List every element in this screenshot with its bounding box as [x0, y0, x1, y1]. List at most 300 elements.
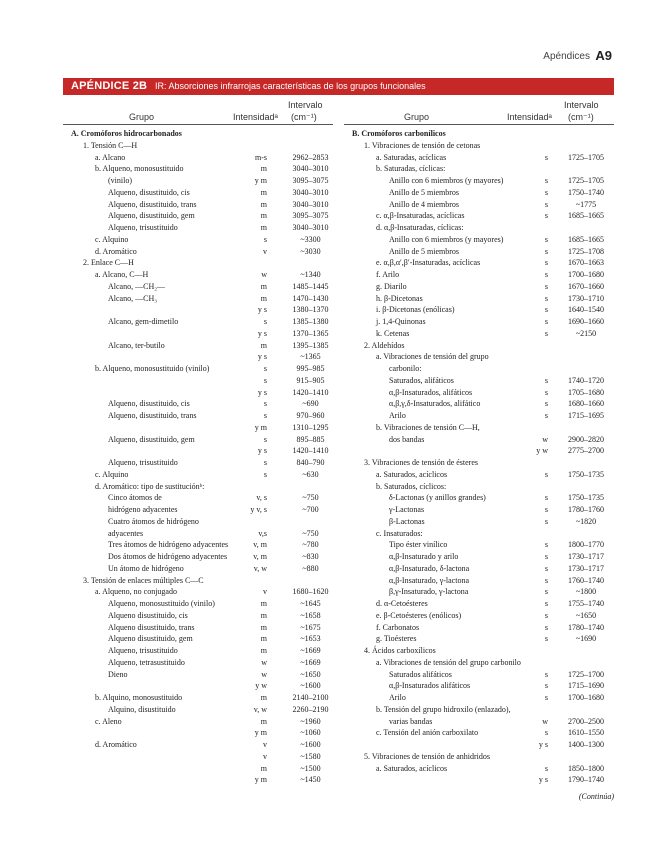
table-row: [352, 727, 614, 739]
group-cell: k. Cetenas: [376, 328, 410, 338]
intensity-header: Intensidadᵃ: [233, 112, 278, 122]
intensity-cell: m: [260, 223, 267, 232]
group-cell: Anillo con 6 miembros (y mayores): [389, 234, 504, 244]
intensity-cell: s: [544, 493, 548, 503]
intensity-cell: m: [260, 716, 267, 726]
intensity-cell: s: [544, 610, 548, 620]
interval-cell: ~3030: [300, 246, 321, 256]
intensity-cell: m: [260, 164, 267, 174]
group-cell: 2. Aldehídos: [364, 340, 405, 350]
table-row: [71, 410, 333, 422]
table-row: [71, 575, 333, 587]
group-cell: a. Alqueno, no conjugado: [95, 587, 177, 597]
group-cell: Alqueno, tetrasustituido: [108, 657, 185, 667]
table-row: [352, 645, 614, 657]
intensity-cell: y v, s: [250, 505, 267, 514]
interval-cell: ~1669: [300, 646, 321, 655]
group-cell: b. Saturadas, cíclicas:: [376, 164, 446, 174]
interval-cell: 1740–1720: [568, 375, 604, 385]
table-row: [71, 257, 333, 269]
table-row: [71, 669, 333, 681]
interval-cell: 1725–1705: [568, 176, 604, 185]
table-row: [352, 445, 614, 457]
group-cell: γ-Lactonas: [389, 505, 425, 514]
group-cell: 1. Tensión C—H: [83, 140, 138, 150]
intensity-cell: m: [260, 599, 267, 608]
group-cell: a. Alcano: [95, 152, 126, 162]
group-cell: hidrógeno adyacentes: [108, 505, 178, 514]
interval-cell: 1790–1740: [568, 775, 604, 785]
group-cell: Tipo éster vinílico: [389, 540, 448, 550]
section-title: Apéndices: [543, 51, 590, 62]
intensity-cell: s: [544, 293, 548, 303]
table-row: [352, 657, 614, 669]
group-cell: A. Cromóforos hidrocarbonados: [71, 129, 182, 138]
table-row: [352, 175, 614, 187]
group-cell: a. Saturados, acíclicos: [376, 469, 448, 479]
table-row: [71, 563, 333, 575]
group-cell: Dieno: [108, 669, 128, 679]
intensity-cell: s: [544, 199, 548, 209]
table-row: [71, 128, 333, 140]
intensity-cell: y m: [254, 176, 267, 185]
group-cell: Saturados alifáticos: [389, 669, 452, 679]
intensity-cell: y s: [257, 305, 267, 315]
table-row: [352, 210, 614, 222]
table-row: [352, 128, 614, 140]
group-cell: b. Tensión del grupo hidroxilo (enlazado),: [376, 704, 511, 714]
table-row: [71, 516, 333, 528]
group-cell: a. Alcano, C—H: [95, 270, 149, 279]
table-row: [71, 727, 333, 739]
table-row: [352, 633, 614, 645]
group-cell: β-Lactonas: [389, 516, 425, 526]
group-cell: i. β-Dicetonas (enólicas): [376, 305, 455, 315]
intensity-cell: s: [544, 281, 548, 291]
table-row: [352, 774, 614, 786]
interval-cell: 1700–1680: [568, 693, 604, 702]
intensity-cell: s: [263, 317, 267, 326]
interval-cell: 3040–3010: [292, 164, 329, 174]
table-row: [352, 575, 614, 587]
group-cell: Alqueno disustituido, gem: [108, 634, 193, 644]
intensity-cell: y s: [257, 328, 267, 338]
interval-cell: 1725–1700: [568, 669, 604, 679]
interval-cell: ~880: [302, 563, 319, 573]
intensity-cell: w: [542, 434, 548, 444]
group-cell: Arilo: [389, 693, 406, 702]
table-row: [71, 551, 333, 563]
interval-cell: 1680–1620: [292, 587, 329, 597]
intensity-cell: w: [542, 716, 548, 726]
interval-cell: 1725–1708: [568, 246, 604, 256]
group-cell: Alqueno, disustituido, trans: [108, 199, 197, 209]
intensity-cell: s: [544, 328, 548, 338]
interval-cell: 1310–1295: [292, 422, 329, 432]
group-header: Grupo: [129, 112, 155, 122]
interval-cell: 3095–3075: [292, 211, 329, 221]
intensity-cell: s: [544, 187, 548, 197]
table-row: [71, 293, 333, 305]
table-row: [352, 281, 614, 293]
table-row: [71, 304, 333, 316]
interval-cell: 2140–2100: [292, 693, 329, 702]
intensity-cell: m: [260, 199, 267, 209]
intensity-cell: y m: [254, 728, 267, 738]
table-row: [352, 304, 614, 316]
table-row: [352, 516, 614, 528]
interval-cell: 1750–1735: [568, 493, 604, 503]
interval-cell: 1370–1365: [292, 328, 329, 338]
interval-cell: ~1658: [300, 610, 321, 620]
table-row: [71, 434, 333, 446]
table-row: [352, 293, 614, 305]
intensity-cell: s: [263, 364, 267, 373]
intensity-cell: y m: [254, 422, 267, 432]
group-cell: 1. Vibraciones de tensión de cetonas: [364, 140, 481, 150]
table-row: [352, 763, 614, 775]
table-row: [352, 469, 614, 481]
appendix-banner: [63, 78, 614, 95]
group-cell: dos bandas: [389, 434, 425, 444]
intensity-cell: s: [544, 587, 548, 597]
interval-cell: 1730–1717: [568, 552, 604, 561]
intensity-cell: m: [260, 634, 267, 644]
table-row: [352, 692, 614, 704]
interval-cell: 1750–1735: [568, 469, 604, 479]
interval-cell: ~750: [302, 493, 319, 503]
table-row: [71, 328, 333, 340]
interval-cell: ~630: [302, 469, 319, 479]
intensity-cell: s: [544, 575, 548, 585]
intensity-cell: s: [544, 505, 548, 514]
intensity-cell: y s: [538, 740, 548, 749]
intensity-cell: s: [544, 399, 548, 409]
table-row: [71, 751, 333, 763]
group-cell: carbonilo:: [389, 364, 422, 373]
interval-cell: 1610–1550: [568, 728, 604, 738]
table-row: [71, 163, 333, 175]
group-cell: a. Saturados, acíclicos: [376, 763, 448, 773]
interval-cell: ~1675: [300, 622, 321, 632]
table-row: [71, 457, 333, 469]
group-cell: Alqueno disustituido, cis: [108, 610, 188, 620]
table-row: [71, 269, 333, 281]
table-row: [71, 316, 333, 328]
intensity-cell: y s: [257, 387, 267, 397]
table-row: [352, 257, 614, 269]
intensity-cell: s: [544, 599, 548, 608]
interval-cell: 1420–1410: [292, 387, 329, 397]
interval-cell: 1780–1740: [568, 622, 604, 632]
table-row: [352, 363, 614, 375]
intensity-cell: s: [544, 681, 548, 691]
table-row: [71, 481, 333, 493]
table-row: [352, 481, 614, 493]
group-cell: 3. Vibraciones de tensión de ésteres: [364, 458, 479, 467]
group-cell: Alcano, —CH₂—: [108, 281, 166, 291]
intensity-cell: m: [260, 293, 267, 303]
interval-cell: ~1960: [300, 716, 321, 726]
interval-cell: 1400–1300: [568, 740, 604, 749]
table-row: [352, 457, 614, 469]
interval-cell: ~1340: [300, 270, 321, 279]
group-cell: f. Arilo: [376, 270, 400, 279]
group-cell: varias bandas: [389, 716, 433, 726]
interval-cell: 1730–1710: [568, 293, 604, 303]
intensity-cell: y m: [254, 775, 267, 785]
intensity-cell: s: [544, 375, 548, 385]
interval-cell: 915–905: [296, 375, 325, 385]
table-row: [71, 598, 333, 610]
intensity-cell: y w: [255, 681, 267, 691]
group-cell: Alqueno, trisustituido: [108, 458, 178, 467]
table-row: [71, 504, 333, 516]
group-cell: α,β-Insaturados, alifáticos: [389, 387, 473, 397]
group-cell: c. Alquino: [95, 234, 129, 244]
intensity-cell: v: [263, 740, 267, 749]
intensity-cell: s: [544, 634, 548, 644]
continued-note: (Continúa): [578, 792, 614, 801]
interval-cell: ~1645: [300, 599, 321, 608]
table-row: [352, 504, 614, 516]
intensity-cell: s: [544, 387, 548, 397]
intensity-cell: s: [544, 728, 548, 738]
interval-cell: ~1060: [300, 728, 321, 738]
table-row: [71, 633, 333, 645]
intensity-cell: v, s: [256, 493, 267, 503]
intensity-cell: m: [260, 211, 267, 221]
table-row: [352, 622, 614, 634]
table-row: [352, 269, 614, 281]
group-cell: Un átomo de hidrógeno: [108, 563, 184, 573]
interval-cell: 1670–1660: [568, 281, 604, 291]
table-row: [71, 774, 333, 786]
interval-cell: 2900–2820: [568, 434, 604, 444]
group-cell: e. β-Cetoésteres (enólicos): [376, 610, 462, 620]
group-cell: d. α,β-Insaturadas, cíclicas:: [376, 223, 464, 232]
intensity-cell: m: [260, 187, 267, 197]
interval-cell: 1715–1695: [568, 411, 604, 420]
intensity-cell: v: [263, 751, 267, 761]
interval-cell: ~1690: [575, 634, 597, 644]
interval-cell: ~1669: [300, 657, 321, 667]
table-row: [71, 363, 333, 375]
right-column-header: [344, 98, 614, 125]
interval-cell: ~1600: [300, 681, 321, 691]
interval-cell: 3040–3010: [292, 187, 329, 197]
group-cell: Arilo: [389, 411, 406, 420]
interval-unit-header: (cm⁻¹): [291, 112, 317, 122]
interval-cell: ~1650: [575, 610, 597, 620]
intensity-cell: v: [263, 246, 267, 256]
table-row: [71, 622, 333, 634]
group-cell: d. α-Cetoésteres: [376, 599, 428, 608]
table-row: [352, 669, 614, 681]
table-row: [352, 739, 614, 751]
table-row: [352, 410, 614, 422]
interval-cell: 970–960: [296, 411, 325, 420]
interval-cell: 1685–1665: [568, 234, 604, 244]
interval-cell: 1760–1740: [568, 575, 604, 585]
intensity-cell: s: [263, 411, 267, 420]
intensity-cell: s: [544, 552, 548, 561]
intensity-cell: s: [544, 516, 548, 526]
table-row: [71, 422, 333, 434]
interval-cell: ~1450: [300, 775, 321, 785]
intensity-cell: s: [544, 540, 548, 550]
page-header: [0, 48, 666, 68]
interval-cell: 1690–1660: [568, 317, 604, 326]
table-row: [352, 398, 614, 410]
intensity-cell: y s: [257, 352, 267, 362]
intensity-cell: m: [260, 763, 267, 773]
interval-cell: 1640–1540: [568, 305, 604, 315]
interval-cell: 1380–1370: [292, 305, 329, 315]
group-cell: a. Saturadas, acíclicas: [376, 152, 447, 162]
intensity-cell: s: [544, 669, 548, 679]
interval-cell: 1715–1690: [568, 681, 604, 691]
table-row: [352, 351, 614, 363]
interval-cell: 2962–2853: [292, 152, 329, 162]
right-column: [352, 128, 614, 786]
group-cell: β,γ-Insaturado, γ-lactona: [389, 587, 469, 597]
interval-cell: 3040–3010: [292, 223, 329, 232]
group-cell: α,β,γ,δ-Insaturados, alifático: [389, 399, 481, 409]
interval-cell: ~1653: [300, 634, 321, 644]
group-cell: Alqueno, disustituido, gem: [108, 434, 195, 444]
interval-cell: 1780–1760: [568, 505, 604, 514]
group-cell: Alqueno, disustituido, cis: [108, 187, 190, 197]
table-row: [352, 492, 614, 504]
interval-cell: ~1500: [300, 763, 321, 773]
intensity-cell: m: [260, 340, 267, 350]
table-row: [352, 316, 614, 328]
intensity-cell: s: [544, 693, 548, 702]
intensity-cell: s: [544, 211, 548, 221]
group-cell: α,β-Insaturados alifáticos: [389, 681, 471, 691]
table-row: [71, 199, 333, 211]
group-cell: j. 1,4-Quinonas: [376, 317, 426, 326]
group-cell: Alqueno, trisustituido: [108, 646, 178, 655]
table-row: [352, 246, 614, 258]
intensity-cell: y s: [257, 446, 267, 456]
table-row: [352, 716, 614, 728]
interval-cell: 1420–1410: [292, 446, 329, 456]
group-cell: Anillo de 5 miembros: [389, 246, 459, 256]
group-cell: f. Carbonatos: [376, 622, 420, 632]
intensity-cell: s: [263, 434, 267, 444]
intensity-cell: s: [544, 176, 548, 185]
group-cell: 5. Vibraciones de tensión de anhidridos: [364, 751, 491, 761]
intensity-cell: s: [544, 622, 548, 632]
interval-cell: ~750: [302, 528, 319, 538]
intensity-cell: w: [261, 669, 267, 679]
table-row: [352, 199, 614, 211]
interval-cell: 1730–1717: [568, 563, 604, 573]
interval-cell: 3095–3075: [292, 176, 329, 185]
intensity-cell: s: [544, 317, 548, 326]
interval-cell: ~1800: [575, 587, 597, 597]
interval-cell: 1680–1660: [568, 399, 604, 409]
interval-cell: 1850–1800: [568, 763, 604, 773]
group-cell: Cinco átomos de: [108, 493, 162, 503]
table-row: [71, 716, 333, 728]
interval-cell: ~1600: [300, 740, 321, 749]
group-cell: c. Aleno: [95, 716, 122, 726]
group-cell: b. Vibraciones de tensión C—H,: [376, 422, 480, 432]
table-row: [71, 175, 333, 187]
table-row: [352, 704, 614, 716]
intensity-cell: s: [544, 563, 548, 573]
interval-cell: ~1775: [575, 199, 597, 209]
intensity-header: Intensidadᵃ: [507, 112, 552, 122]
group-cell: d. Aromático: tipo de sustituciónᵇ:: [95, 481, 205, 491]
group-cell: c. Insaturados:: [376, 528, 423, 538]
group-header: Grupo: [404, 112, 430, 122]
appendix-number: APÉNDICE 2B: [71, 80, 148, 92]
table-row: [352, 152, 614, 164]
interval-cell: ~690: [302, 399, 319, 409]
group-cell: b. Alquino, monosustituido: [95, 693, 183, 702]
table-row: [352, 234, 614, 246]
interval-cell: 2260–2190: [292, 704, 329, 714]
group-cell: Alqueno, trisustituido: [108, 223, 178, 232]
appendix-title: IR: Absorciones infrarrojas características de los grupos funcionales: [155, 81, 426, 91]
intensity-cell: m: [260, 622, 267, 632]
group-cell: c. Alquino: [95, 469, 129, 479]
table-row: [71, 222, 333, 234]
intensity-cell: s: [263, 469, 267, 479]
intensity-cell: s: [544, 152, 548, 162]
group-cell: α,β-Insaturado, γ-lactona: [389, 575, 469, 585]
table-row: [352, 751, 614, 763]
group-cell: Saturados, alifáticos: [389, 375, 454, 385]
table-row: [71, 645, 333, 657]
group-cell: Alcano, —CH₃: [108, 293, 158, 303]
group-cell: g. Tioésteres: [376, 634, 417, 644]
interval-cell: 895–885: [296, 434, 325, 444]
interval-cell: ~1580: [300, 751, 321, 761]
interval-cell: 1395–1385: [292, 340, 329, 350]
table-row: [352, 387, 614, 399]
table-row: [352, 187, 614, 199]
group-cell: adyacentes: [108, 528, 144, 538]
group-cell: α,β-Insaturado y arilo: [389, 552, 459, 561]
group-cell: 4. Ácidos carboxílicos: [364, 646, 436, 655]
table-row: [71, 528, 333, 540]
group-cell: Alcano, gem-dimetilo: [108, 317, 179, 326]
group-cell: Alqueno, disustituido, trans: [108, 411, 197, 420]
interval-cell: 1485–1445: [292, 281, 329, 291]
intensity-cell: w: [261, 657, 267, 667]
intensity-cell: m-s: [255, 152, 267, 162]
intensity-cell: v, m: [253, 540, 267, 550]
page-number: A9: [595, 48, 612, 63]
group-cell: Anillo de 4 miembros: [389, 199, 459, 209]
group-cell: B. Cromóforos carbonílicos: [352, 129, 446, 138]
group-cell: b. Alqueno, monosustituido (vinilo): [95, 364, 210, 373]
table-row: [71, 246, 333, 258]
intensity-cell: s: [263, 458, 267, 467]
intensity-cell: s: [263, 375, 267, 385]
table-row: [71, 398, 333, 410]
interval-cell: ~1365: [300, 352, 321, 362]
interval-cell: 1705–1680: [568, 387, 604, 397]
intensity-cell: s: [263, 234, 267, 244]
intensity-cell: y s: [538, 775, 548, 785]
table-row: [71, 281, 333, 293]
